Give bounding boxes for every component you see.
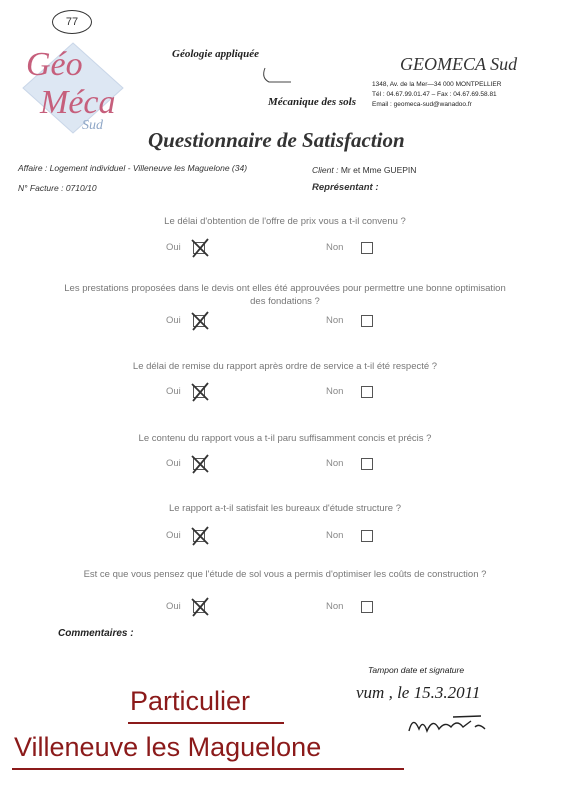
stamp-underline bbox=[128, 722, 284, 724]
logo-sud: Sud bbox=[82, 118, 103, 133]
question-3-text: Le délai de remise du rapport après ordre de service a t-il été respecté ? bbox=[132, 361, 438, 372]
address-line-3: Email : geomeca-sud@wanadoo.fr bbox=[372, 101, 472, 108]
q5-yes-label: Oui bbox=[166, 530, 181, 541]
stamp-underline bbox=[12, 768, 404, 770]
q3-yes-checkbox[interactable] bbox=[193, 386, 205, 398]
affaire-value: Logement individuel - Villeneuve les Maguelone (34) bbox=[49, 163, 248, 173]
q4-no-checkbox[interactable] bbox=[361, 458, 373, 470]
q3-yes-label: Oui bbox=[166, 386, 181, 397]
q2-no-checkbox[interactable] bbox=[361, 315, 373, 327]
page-title: Questionnaire de Satisfaction bbox=[148, 128, 405, 152]
representant-label: Représentant : bbox=[312, 182, 379, 193]
q5-no-label: Non bbox=[326, 530, 344, 541]
q4-yes-checkbox[interactable] bbox=[193, 458, 205, 470]
question-6-text: Est ce que vous pensez que l'étude de sol vous a permis d'optimiser les coûts de construction ? bbox=[83, 569, 487, 580]
affaire-row bbox=[18, 163, 247, 173]
q4-yes-label: Oui bbox=[166, 458, 181, 469]
client-value: Mr et Mme GUEPIN bbox=[340, 165, 417, 175]
address-line-2: Tél : 04.67.99.01.47 – Fax : 04.67.69.58.81 bbox=[372, 91, 497, 98]
page-number: 77 bbox=[65, 16, 79, 28]
pen-stroke-icon bbox=[255, 64, 295, 94]
q2-yes-label: Oui bbox=[166, 315, 181, 326]
q6-yes-label: Oui bbox=[166, 601, 181, 612]
question-1-text: Le délai d'obtention de l'offre de prix vous a t-il convenu ? bbox=[164, 216, 406, 227]
q1-no-label: Non bbox=[326, 242, 344, 253]
q6-no-checkbox[interactable] bbox=[361, 601, 373, 613]
q6-no-label: Non bbox=[326, 601, 344, 612]
check-mark-icon bbox=[190, 526, 210, 546]
address-line-1: 1348, Av. de la Mer—34 000 MONTPELLIER bbox=[372, 81, 502, 88]
client-label: Client : bbox=[312, 165, 339, 175]
q6-yes-checkbox[interactable] bbox=[193, 601, 205, 613]
q5-no-checkbox[interactable] bbox=[361, 530, 373, 542]
comments-label: Commentaires : bbox=[58, 628, 134, 639]
facture-row bbox=[18, 183, 97, 193]
q1-yes-label: Oui bbox=[166, 242, 181, 253]
header-mechanics: Mécanique des sols bbox=[268, 96, 356, 108]
company-name: GEOMECA Sud bbox=[400, 54, 518, 74]
handwritten-date: vum , le 15.3.2011 bbox=[356, 683, 481, 702]
q3-no-label: Non bbox=[326, 386, 344, 397]
header-geology: Géologie appliquée bbox=[172, 48, 260, 60]
q5-yes-checkbox[interactable] bbox=[193, 530, 205, 542]
stamp-city: Villeneuve les Maguelone bbox=[14, 732, 322, 762]
check-mark-icon bbox=[190, 597, 210, 617]
client-row bbox=[312, 165, 416, 175]
check-mark-icon bbox=[190, 454, 210, 474]
question-4-text: Le contenu du rapport vous a t-il paru suffisamment concis et précis ? bbox=[138, 433, 432, 444]
logo-meca: Méca bbox=[40, 84, 116, 121]
question-2-text: Les prestations proposées dans le devis ont elles été approuvées pour permettre une bonne optimisation des fondations ? bbox=[64, 283, 506, 307]
check-mark-icon bbox=[190, 311, 210, 331]
signature-icon bbox=[405, 711, 495, 739]
facture-label: N° Facture : bbox=[18, 183, 64, 193]
facture-value: 0710/10 bbox=[65, 183, 97, 193]
q1-yes-checkbox[interactable] bbox=[193, 242, 205, 254]
check-mark-icon bbox=[190, 238, 210, 258]
q2-no-label: Non bbox=[326, 315, 344, 326]
check-mark-icon bbox=[190, 382, 210, 402]
stamp-label: Tampon date et signature bbox=[368, 665, 465, 675]
q3-no-checkbox[interactable] bbox=[361, 386, 373, 398]
stamp-particulier: Particulier bbox=[130, 686, 251, 716]
q1-no-checkbox[interactable] bbox=[361, 242, 373, 254]
q4-no-label: Non bbox=[326, 458, 344, 469]
logo-geo: Géo bbox=[26, 46, 83, 83]
page-number-circle bbox=[52, 10, 92, 34]
affaire-label: Affaire : bbox=[18, 163, 48, 173]
q2-yes-checkbox[interactable] bbox=[193, 315, 205, 327]
question-5-text: Le rapport a-t-il satisfait les bureaux d'étude structure ? bbox=[168, 503, 402, 514]
company-address bbox=[372, 80, 501, 110]
